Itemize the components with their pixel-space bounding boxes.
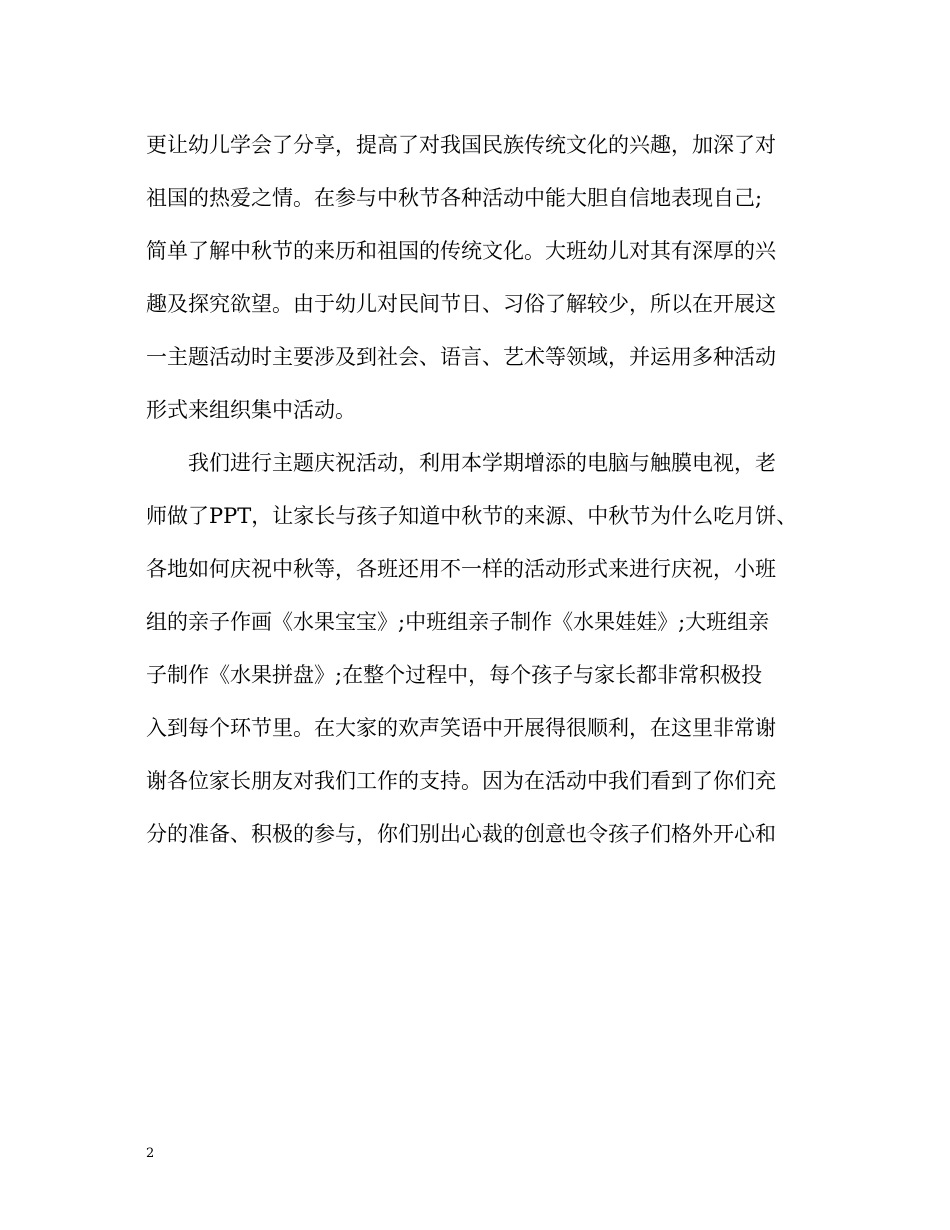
text-line: 形式来组织集中活动。: [146, 398, 356, 422]
paragraph-first-line: 我们进行主题庆祝活动，利用本学期增添的电脑与触膜电视，老: [188, 451, 776, 475]
text-line: 各地如何庆祝中秋等，各班还用不一样的活动形式来进行庆祝，小班: [146, 557, 776, 581]
text-line: 师做了PPT，让家长与孩子知道中秋节的来源、中秋节为什么吃月饼、: [146, 504, 798, 528]
text-line: 趣及探究欲望。由于幼儿对民间节日、习俗了解较少，所以在开展这: [146, 292, 776, 316]
text-line: 分的准备、积极的参与，你们别出心裁的创意也令孩子们格外开心和: [146, 822, 776, 846]
text-line: 简单了解中秋节的来历和祖国的传统文化。大班幼儿对其有深厚的兴: [146, 239, 776, 263]
text-line: 谢各位家长朋友对我们工作的支持。因为在活动中我们看到了你们充: [146, 769, 776, 793]
page-number: 2: [146, 1146, 155, 1161]
text-line: 一主题活动时主要涉及到社会、语言、艺术等领域，并运用多种活动: [146, 345, 776, 369]
text-line: 组的亲子作画《水果宝宝》;中班组亲子制作《水果娃娃》;大班组亲: [146, 610, 770, 634]
text-line: 入到每个环节里。在大家的欢声笑语中开展得很顺利，在这里非常谢: [146, 716, 776, 740]
text-line: 更让幼儿学会了分享，提高了对我国民族传统文化的兴趣，加深了对: [146, 133, 776, 157]
text-line: 子制作《水果拼盘》;在整个过程中，每个孩子与家长都非常积极投: [146, 663, 763, 687]
text-line: 祖国的热爱之情。在参与中秋节各种活动中能大胆自信地表现自己;: [146, 186, 763, 210]
